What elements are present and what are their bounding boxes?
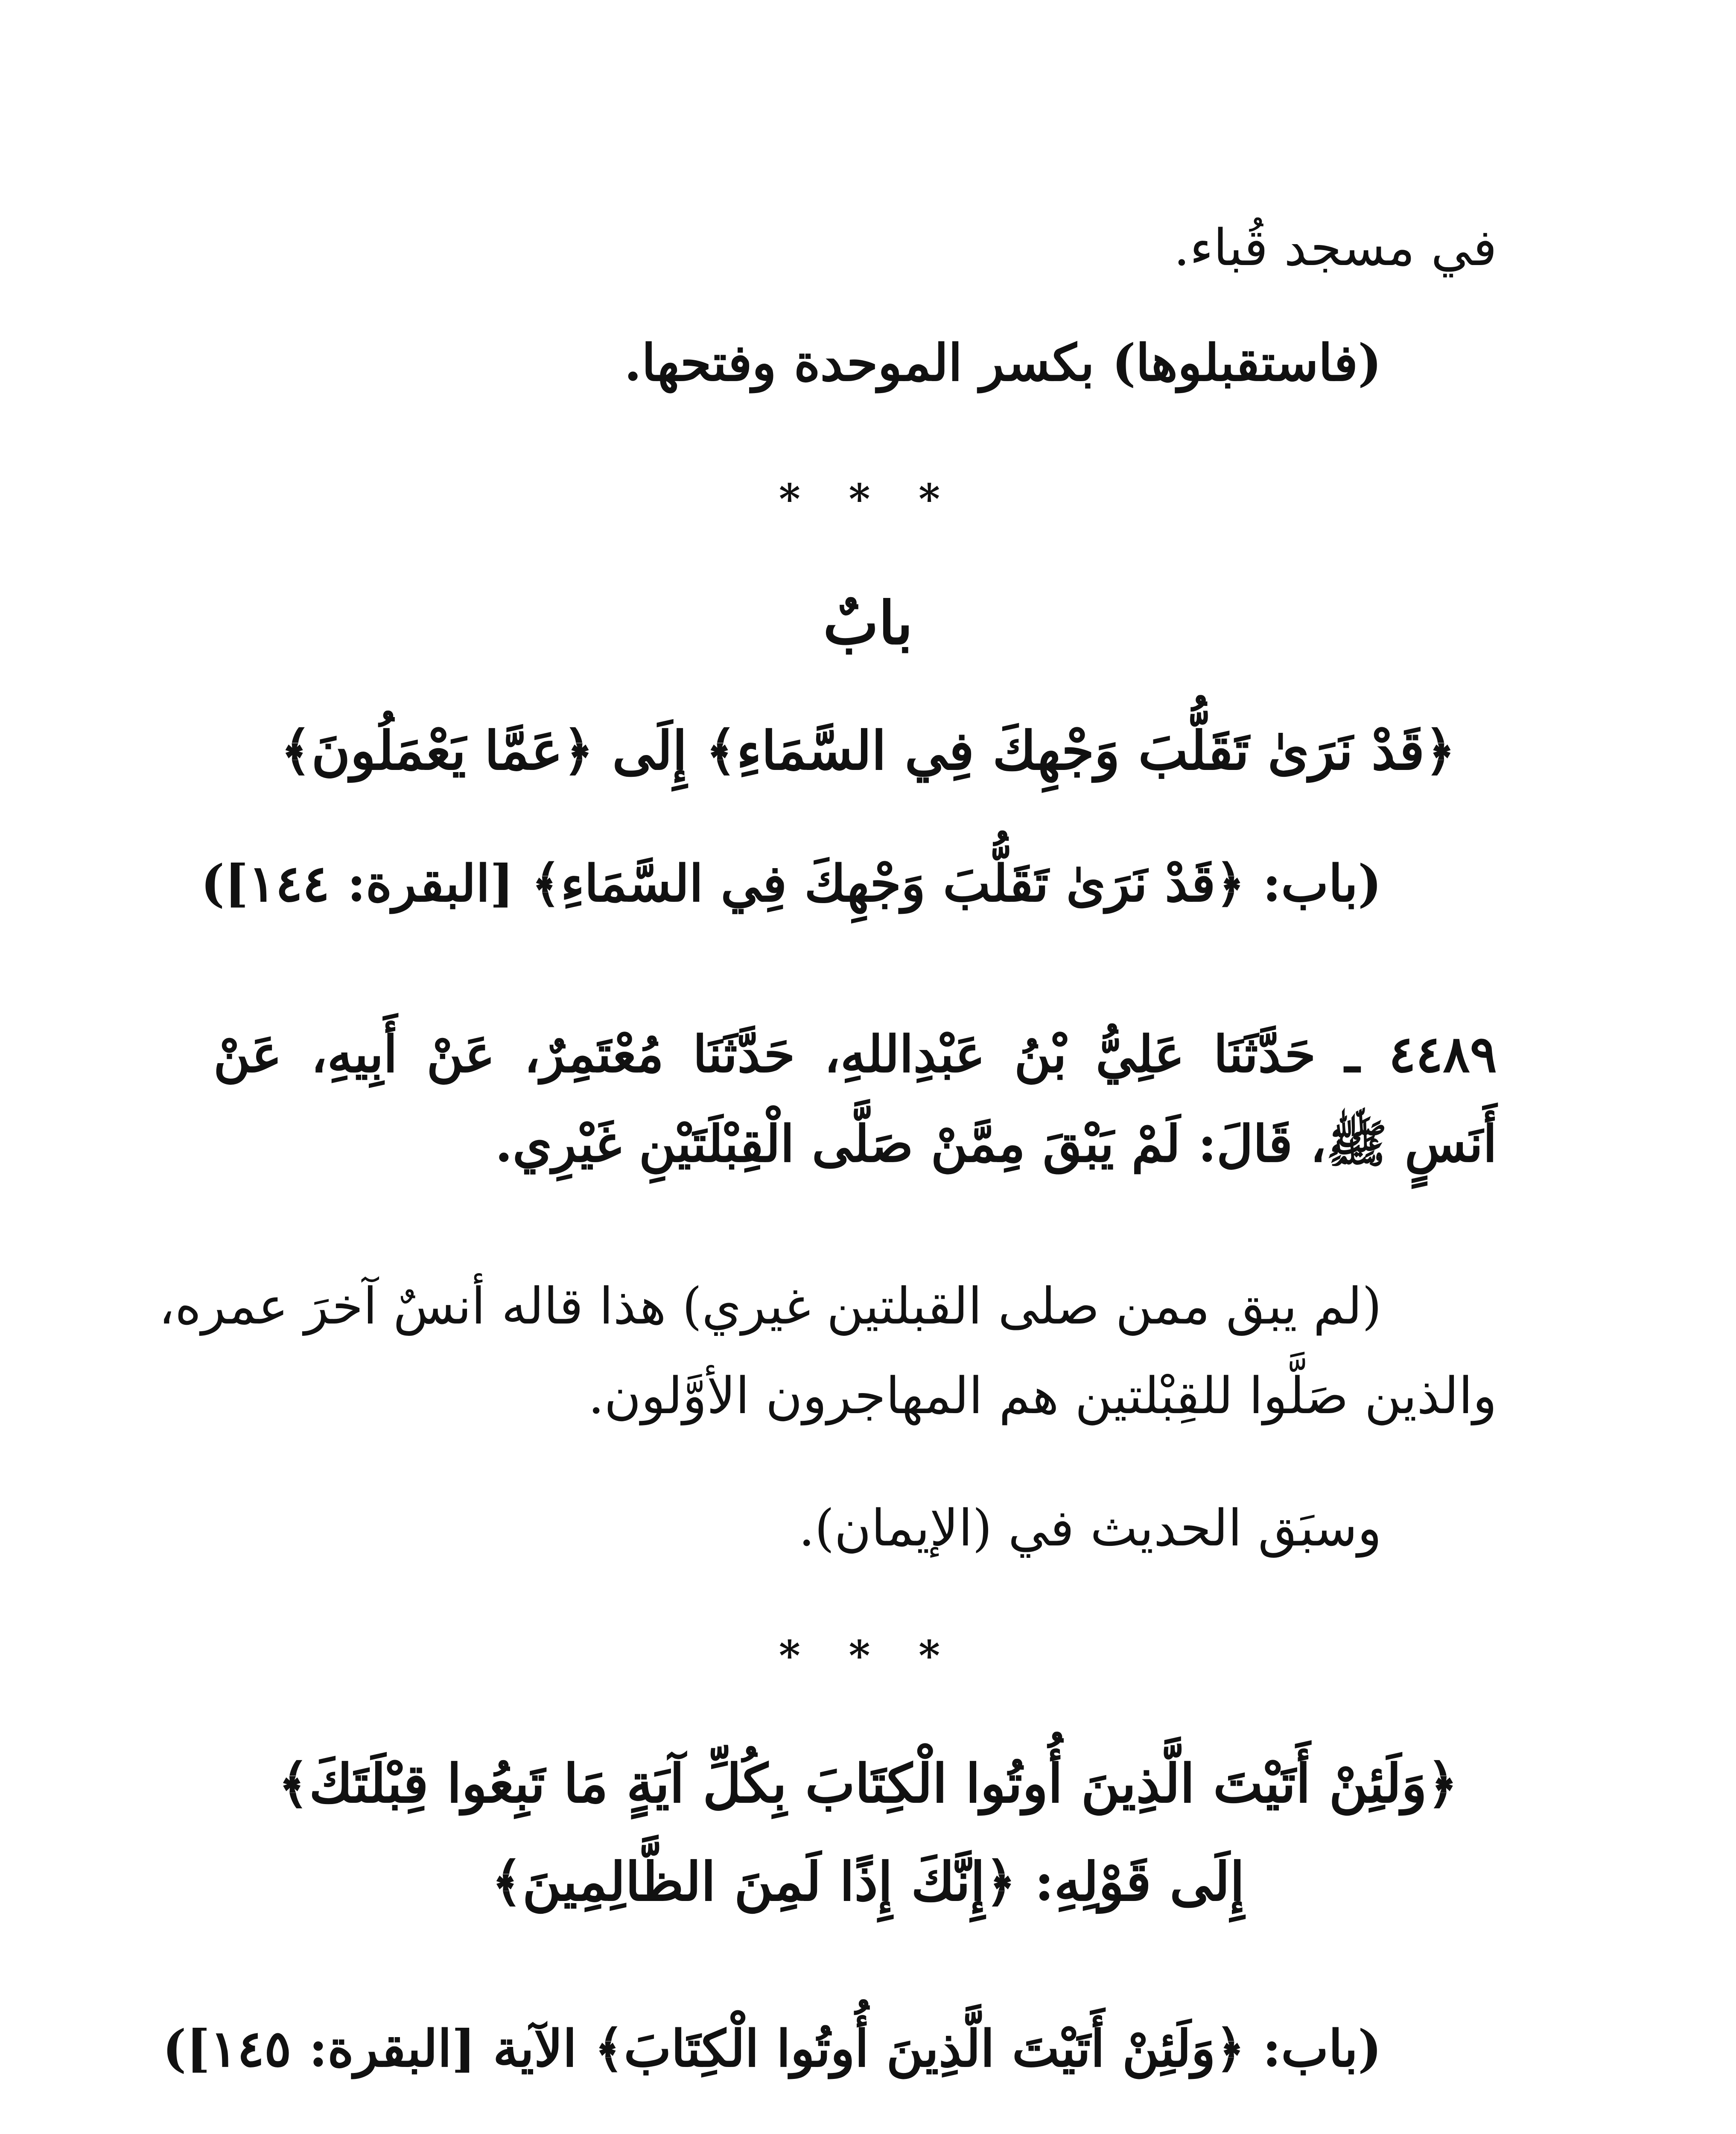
text-line-continuation: في مسجد قُباء. bbox=[1173, 218, 1497, 277]
hadith-4489-line-2: أَنَسٍ ﷺ، قَالَ: لَمْ يَبْقَ مِمَّنْ صَلَّى الْقِبْلَتَيْنِ غَيْرِي. bbox=[495, 1114, 1497, 1173]
section-separator-1: * * * bbox=[779, 475, 957, 523]
section-verse-heading-1: ﴿وَلَئِنْ أَتَيْتَ الَّذِينَ أُوتُوا الْكِتَابَ بِكُلِّ آيَةٍ مَا تَبِعُوا قِبْلَتَكَ﴾ bbox=[278, 1753, 1458, 1815]
commentary-line-3: وسبَق الحديث في (الإيمان). bbox=[798, 1498, 1382, 1557]
chapter-verse-heading: ﴿قَدْ نَرَىٰ تَقَلُّبَ وَجْهِكَ فِي السَّمَاءِ﴾ إِلَى ﴿عَمَّا يَعْمَلُونَ﴾ bbox=[280, 720, 1456, 782]
section-sub-heading: (باب: ﴿وَلَئِنْ أَتَيْتَ الَّذِينَ أُوتُوا الْكِتَابَ﴾ الآية [البقرة: ١٤٥]) bbox=[162, 2019, 1382, 2078]
chapter-sub-heading: (باب: ﴿قَدْ نَرَىٰ تَقَلُّبَ وَجْهِكَ فِي السَّمَاءِ﴾ [البقرة: ١٤٤]) bbox=[201, 854, 1382, 913]
commentary-line-2: والذين صَلَّوا للقِبْلتين هم المهاجرون الأوَّلون. bbox=[588, 1366, 1497, 1425]
section-verse-heading-2: إِلَى قَوْلِهِ: ﴿إِنَّكَ إِذًا لَمِنَ الظَّالِمِينَ﴾ bbox=[491, 1851, 1245, 1913]
chapter-title: بابٌ bbox=[823, 588, 913, 658]
commentary-line-fastaqbiluha: (فاستقبلوها) بكسر الموحدة وفتحها. bbox=[624, 333, 1382, 392]
commentary-line-1: (لم يبق ممن صلى القبلتين غيري) هذا قاله أنسٌ آخرَ عمره، bbox=[158, 1277, 1382, 1335]
section-separator-2: * * * bbox=[779, 1632, 957, 1680]
hadith-4489-line-1: ٤٤٨٩ ـ حَدَّثَنَا عَلِيُّ بْنُ عَبْدِاللهِ، حَدَّثَنَا مُعْتَمِرٌ، عَنْ أَبِيهِ، عَنْ bbox=[213, 1024, 1497, 1084]
